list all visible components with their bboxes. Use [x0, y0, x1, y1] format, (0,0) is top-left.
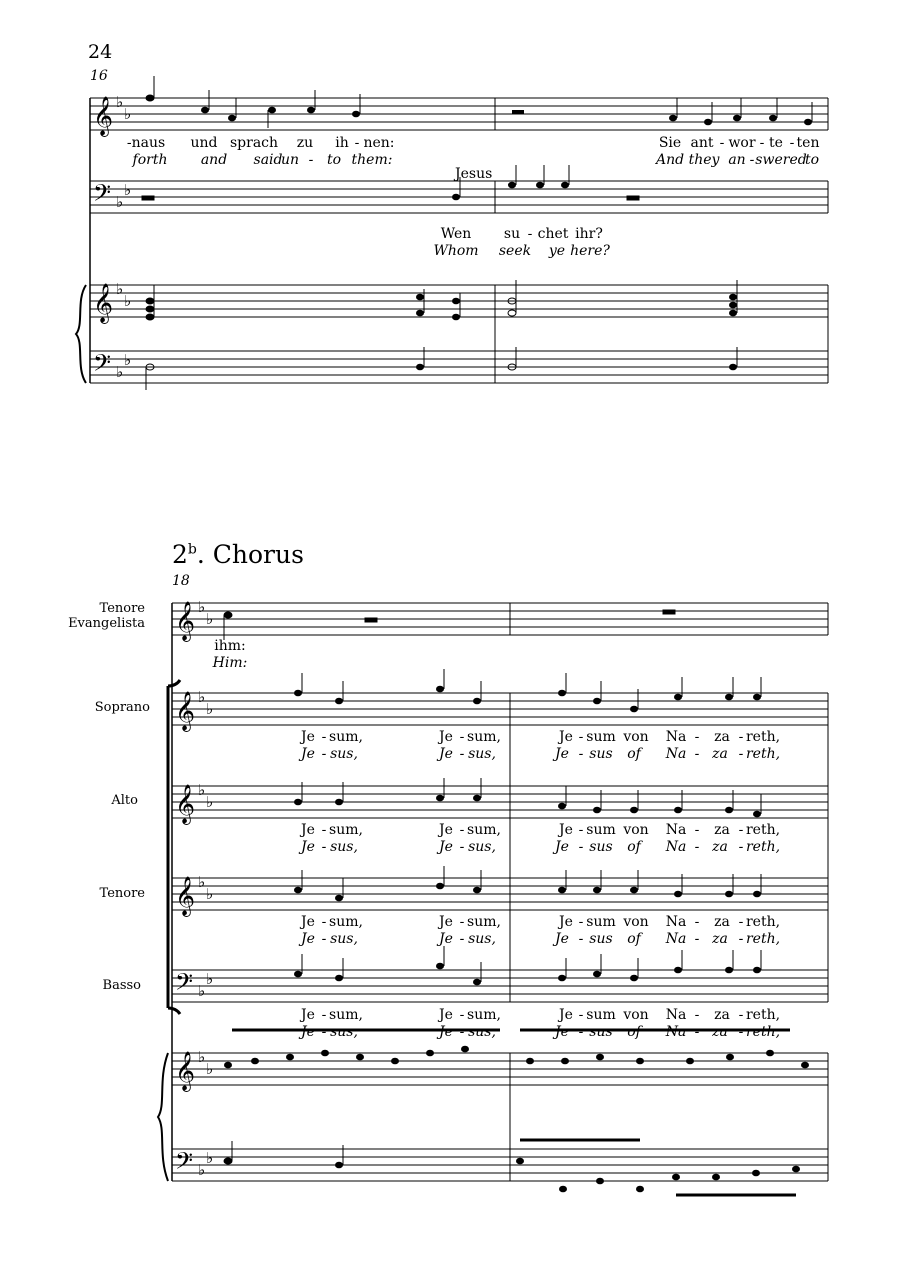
translation-evangelist-s2: Him: [212, 655, 248, 671]
svg-text:♭: ♭ [124, 292, 132, 310]
rest [512, 110, 524, 114]
treble-clef-icon: 𝄞 [93, 96, 114, 136]
svg-text:♭: ♭ [198, 982, 206, 1000]
svg-text:♭: ♭ [124, 351, 132, 369]
svg-text:♭: ♭ [206, 885, 214, 903]
notes-evangelist-s1 [146, 76, 812, 128]
treble-clef-icon: 𝄞 [175, 784, 196, 824]
speaker-label: Jesus [455, 166, 493, 182]
lyric-evangelist-s2: ihm: [214, 638, 246, 654]
staff-basso [172, 970, 828, 1002]
brace-icon [158, 1053, 168, 1181]
page-number: 24 [88, 41, 113, 63]
measure-number: 18 [172, 573, 190, 589]
notes-jesus-s1 [142, 165, 639, 200]
svg-text:♭: ♭ [198, 1161, 206, 1179]
svg-text:♭: ♭ [198, 873, 206, 891]
svg-text:♭: ♭ [198, 781, 206, 799]
svg-text:♭: ♭ [124, 181, 132, 199]
svg-text:♭: ♭ [206, 1060, 214, 1078]
bass-clef-icon: 𝄢 [175, 968, 194, 1001]
staff-evangelist-s1 [90, 98, 828, 130]
section-title: 2$^b$. Chorus [172, 540, 304, 569]
staff-piano-lh-s2 [172, 1149, 828, 1181]
notes-choir [295, 669, 762, 985]
svg-text:♭: ♭ [198, 598, 206, 616]
treble-clef-icon: 𝄞 [175, 601, 196, 641]
bass-clef-icon: 𝄢 [175, 1147, 194, 1180]
svg-text:♭: ♭ [206, 970, 214, 988]
label-tenore: Tenore [99, 886, 145, 901]
label-tenore-evangelista: Tenore Evangelista [68, 601, 145, 631]
svg-text:♭: ♭ [206, 700, 214, 718]
label-alto: Alto [111, 793, 138, 808]
notes-piano-s2 [224, 1030, 809, 1195]
svg-text:♭: ♭ [116, 363, 124, 381]
treble-clef-icon: 𝄞 [93, 283, 114, 323]
label-basso: Basso [102, 978, 141, 993]
brace-icon [76, 285, 86, 383]
staff-piano-lh-s1 [90, 351, 828, 383]
bass-clef-icon: 𝄢 [93, 179, 112, 212]
svg-text:♭: ♭ [116, 280, 124, 298]
svg-text:♭: ♭ [206, 610, 214, 628]
svg-text:♭: ♭ [198, 688, 206, 706]
svg-text:♭: ♭ [198, 1048, 206, 1066]
svg-text:♭: ♭ [116, 93, 124, 111]
treble-clef-icon: 𝄞 [175, 876, 196, 916]
svg-text:♭: ♭ [206, 793, 214, 811]
svg-text:♭: ♭ [124, 105, 132, 123]
staff-tenore-evangelista [172, 603, 828, 635]
svg-text:♭: ♭ [116, 193, 124, 211]
svg-text:♭: ♭ [206, 1149, 214, 1167]
treble-clef-icon: 𝄞 [175, 691, 196, 731]
measure-number: 16 [90, 68, 108, 84]
label-soprano: Soprano [94, 700, 150, 715]
notes-piano-s1 [146, 280, 737, 390]
bass-clef-icon: 𝄢 [93, 349, 112, 382]
treble-clef-icon: 𝄞 [175, 1051, 196, 1091]
